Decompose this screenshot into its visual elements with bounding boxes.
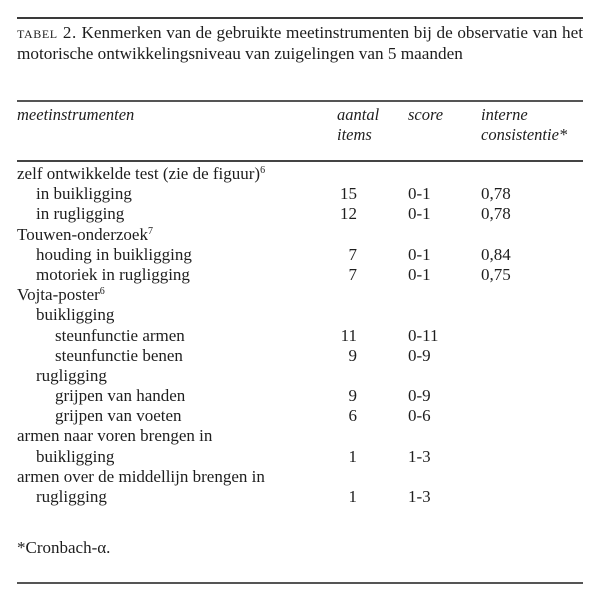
cell-score: 0-1 — [408, 184, 431, 204]
row-label-text: buikligging — [36, 305, 115, 325]
header-bottom-rule — [17, 160, 583, 162]
cell-aantal-items: 9 — [348, 386, 357, 406]
column-header-label: consistentie* — [481, 125, 568, 144]
row-label-text: in buikligging — [36, 184, 132, 204]
cell-score: 0-1 — [408, 264, 431, 284]
cell-interne-consistentie: 0,78 — [481, 184, 511, 204]
cell-aantal-items: 7 — [348, 244, 357, 264]
cell-score: 0-9 — [408, 386, 431, 406]
header-top-rule — [17, 100, 583, 102]
cell-score: 0-1 — [408, 244, 431, 264]
cell-score: 0-6 — [408, 406, 431, 426]
table-row — [17, 225, 583, 245]
table-bottom-rule — [17, 582, 583, 584]
table-row — [17, 265, 583, 285]
column-header-label: aantal — [337, 105, 380, 124]
row-label — [55, 406, 182, 426]
column-header-label: items — [337, 125, 372, 144]
cell-aantal-items: 1 — [348, 446, 357, 466]
row-label — [17, 426, 212, 446]
row-label-text: in rugligging — [36, 204, 125, 224]
row-label — [36, 184, 132, 204]
row-label — [17, 467, 265, 487]
row-label-text: Touwen-onderzoek — [17, 224, 148, 244]
cell-aantal-items: 9 — [348, 345, 357, 365]
row-label — [36, 245, 192, 265]
row-label-text: armen over de middellijn brengen in — [17, 466, 265, 486]
column-header-aantal-items — [337, 105, 379, 145]
table-row — [17, 164, 583, 184]
table-row — [17, 204, 583, 224]
row-label-text: buikligging — [36, 446, 115, 466]
cell-interne-consistentie: 0,75 — [481, 264, 511, 284]
row-label — [55, 346, 183, 366]
table-row — [17, 305, 583, 325]
row-label-text: houding in buikligging — [36, 244, 192, 264]
table-row — [17, 326, 583, 346]
cell-score: 1-3 — [408, 487, 431, 506]
column-header-interne-consistentie — [481, 105, 567, 145]
table-row — [17, 366, 583, 386]
row-label-text: rugligging — [36, 365, 107, 385]
cell-aantal-items: 6 — [348, 406, 357, 426]
column-header-score — [408, 105, 443, 125]
row-label — [36, 305, 114, 325]
row-label-text: grijpen van handen — [55, 386, 186, 406]
table-caption — [17, 22, 583, 64]
row-label — [36, 487, 107, 507]
cell-aantal-items: 12 — [340, 204, 357, 224]
row-label-text: zelf ontwikkelde test (zie de figuur) — [17, 164, 261, 183]
row-label — [36, 366, 107, 386]
row-label — [55, 326, 185, 346]
row-label-text: rugligging — [36, 487, 107, 506]
cell-score: 0-1 — [408, 204, 431, 224]
table-row — [17, 487, 583, 507]
row-label — [36, 204, 124, 224]
reference-superscript: 6 — [260, 165, 266, 176]
reference-superscript: 6 — [99, 286, 105, 298]
cell-interne-consistentie: 0,78 — [481, 204, 511, 224]
table-row — [17, 245, 583, 265]
table-caption-text: Kenmerken van de gebruikte meetinstrumenten bij de observatie van het motorische ontwikkelingsniveau van zuigelingen van 5 maanden — [17, 23, 584, 63]
table-row — [17, 426, 583, 446]
row-label-text: Vojta-poster — [17, 285, 100, 305]
column-header-label: score — [408, 105, 444, 124]
row-label-text: armen naar voren brengen in — [17, 426, 213, 446]
cell-score: 1-3 — [408, 446, 431, 466]
table-row — [17, 467, 583, 487]
table-row — [17, 346, 583, 366]
column-header-label: interne — [481, 105, 528, 124]
cell-interne-consistentie: 0,84 — [481, 244, 511, 264]
table-row — [17, 406, 583, 426]
table-body — [17, 164, 583, 507]
row-label — [17, 225, 153, 245]
row-label — [36, 265, 190, 285]
table-row — [17, 386, 583, 406]
table-row — [17, 285, 583, 305]
cell-score: 0-9 — [408, 345, 431, 365]
table-top-rule — [17, 17, 583, 19]
row-label — [36, 447, 114, 467]
table-row — [17, 184, 583, 204]
row-label — [17, 164, 265, 184]
table-label: tabel 2. — [17, 23, 77, 42]
reference-superscript: 7 — [147, 225, 153, 237]
cell-aantal-items: 11 — [340, 325, 357, 345]
cell-score: 0-11 — [408, 325, 439, 345]
row-label-text: steunfunctie armen — [55, 325, 185, 345]
column-header-meetinstrumenten — [17, 105, 134, 125]
table-row — [17, 447, 583, 467]
table-footnote: *Cronbach-α. — [17, 538, 111, 557]
cell-aantal-items: 15 — [340, 184, 357, 204]
cell-aantal-items: 7 — [348, 264, 357, 284]
row-label-text: steunfunctie benen — [55, 345, 183, 365]
row-label — [17, 285, 105, 305]
row-label — [55, 386, 185, 406]
cell-aantal-items: 1 — [348, 487, 357, 506]
row-label-text: motoriek in rugligging — [36, 264, 190, 284]
column-header-label: meetinstrumenten — [17, 105, 135, 124]
row-label-text: grijpen van voeten — [55, 406, 182, 426]
